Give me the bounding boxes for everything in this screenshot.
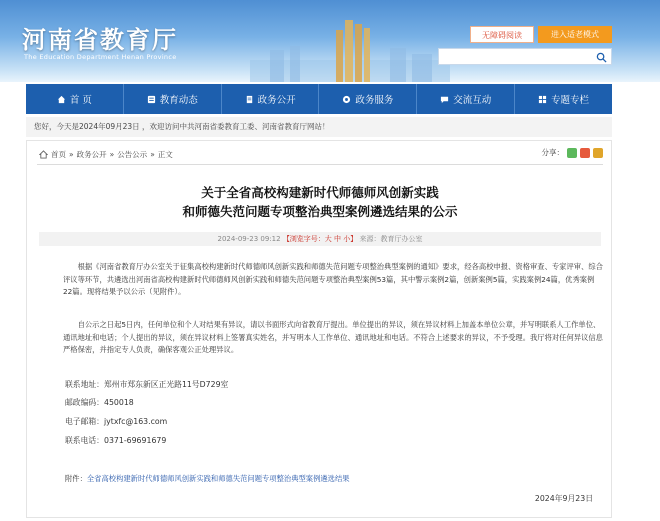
- site-logo-title[interactable]: 河南省教育厅: [22, 25, 178, 54]
- article-title-line2: 和师德失范问题专项整治典型案例遴选结果的公示: [182, 204, 458, 219]
- breadcrumb-separator: »: [109, 150, 115, 159]
- breadcrumb-announcements[interactable]: 公告公示: [117, 150, 148, 159]
- contact-phone: 联系电话：0371-69691679: [65, 436, 167, 445]
- breadcrumb-current: 正文: [157, 150, 173, 159]
- contact-email: 电子邮箱：jytxfc@163.com: [65, 417, 168, 426]
- article-paragraph-1: 根据《河南省教育厅办公室关于征集高校构建新时代师德师风创新实践和师德失范问题专项整治典型案例的通知》要求，经各高校申报、资格审查、专家评审、综合评议等环节，共遴选出河南省高校构建新时代师德师风创新实践和师德失范问题专项整治典型案例53篇，其中警示案例2篇，创新案例5篇，实践案例24篇，优秀案例22篇。现将结果予以公示（见附件）。: [63, 262, 603, 296]
- article-title-line1: 关于全省高校构建新时代师德师风创新实践: [201, 185, 439, 200]
- news-icon: [147, 95, 156, 104]
- attachment: [65, 474, 350, 484]
- nav-item-interaction[interactable]: [417, 84, 515, 114]
- breadcrumb-separator: »: [69, 150, 74, 159]
- search-box: [438, 48, 612, 65]
- chat-icon: [440, 95, 449, 104]
- search-input[interactable]: [439, 49, 589, 64]
- doc-icon: [245, 95, 254, 104]
- nav-item-label: 首 页: [69, 95, 92, 106]
- service-icon: [342, 95, 351, 104]
- city-skyline-image: [250, 20, 450, 82]
- barrier-free-button[interactable]: 无障碍阅读: [470, 26, 534, 43]
- article-source: 来源：教育厅办公室: [359, 235, 423, 243]
- contact-address: 联系地址：郑州市郑东新区正光路11号D729室: [65, 380, 229, 389]
- publish-date: 2024-09-23 09:12: [217, 235, 281, 243]
- nav-item-home[interactable]: [26, 84, 124, 114]
- nav-item-education-news[interactable]: [124, 84, 222, 114]
- site-subtitle: The Education Department Henan Province: [24, 53, 177, 61]
- topic-icon: [538, 95, 547, 104]
- elder-mode-button[interactable]: 进入适老模式: [538, 26, 612, 43]
- share-bar: [542, 147, 604, 158]
- nav-item-label: 教育动态: [159, 95, 198, 106]
- welcome-bar: 您好，今天是2024年09月23日 ，欢迎访问中共河南省委教育工委、河南省教育厅网站！: [26, 117, 612, 137]
- nav-item-gov-affairs[interactable]: [222, 84, 320, 114]
- signature-date: 2024年9月23日: [534, 494, 593, 503]
- wechat-share-icon[interactable]: [567, 148, 577, 158]
- font-size-switch[interactable]: 【浏览字号：大 中 小】: [282, 235, 358, 243]
- home-icon: [57, 95, 66, 104]
- nav-item-label: 专题专栏: [551, 95, 590, 106]
- nav-item-label: 政务公开: [257, 95, 296, 106]
- search-icon[interactable]: [596, 52, 607, 63]
- home-icon: [39, 150, 48, 159]
- breadcrumb-gov-affairs[interactable]: 政务公开: [76, 150, 107, 159]
- postal-code: 邮政编码：450018: [65, 398, 134, 407]
- article-panel: [26, 140, 612, 518]
- breadcrumb-separator: »: [150, 150, 155, 159]
- header-banner: [0, 0, 660, 82]
- share-label: 分享：: [541, 148, 564, 157]
- nav-item-gov-services[interactable]: [319, 84, 417, 114]
- attachment-label: 附件：: [65, 474, 87, 483]
- attachment-link[interactable]: 全省高校构建新时代师德师风创新实践和师德失范问题专项整治典型案例遴选结果: [86, 474, 350, 483]
- nav-item-topics[interactable]: [515, 84, 612, 114]
- nav-item-label: 政务服务: [355, 95, 394, 106]
- article-meta: [39, 232, 601, 246]
- breadcrumb: [39, 149, 173, 160]
- main-nav: [26, 84, 612, 114]
- nav-item-label: 交流互动: [453, 95, 492, 106]
- divider: [37, 164, 603, 165]
- weibo-share-icon[interactable]: [580, 148, 590, 158]
- qzone-share-icon[interactable]: [593, 148, 603, 158]
- breadcrumb-home[interactable]: 首页: [51, 150, 66, 159]
- article-paragraph-2: 自公示之日起5日内，任何单位和个人对结果有异议，请以书面形式向省教育厅提出。单位提出的异议，须在异议材料上加盖本单位公章，并写明联系人工作单位、通讯地址和电话；个人提出的异议，须在异议材料上签署真实姓名，并写明本人工作单位、通讯地址和电话。不符合上述要求的异议，不予受理。我厅将对任何异议信息严格保密，并指定专人负责，确保客观公正处理异议。: [63, 320, 603, 354]
